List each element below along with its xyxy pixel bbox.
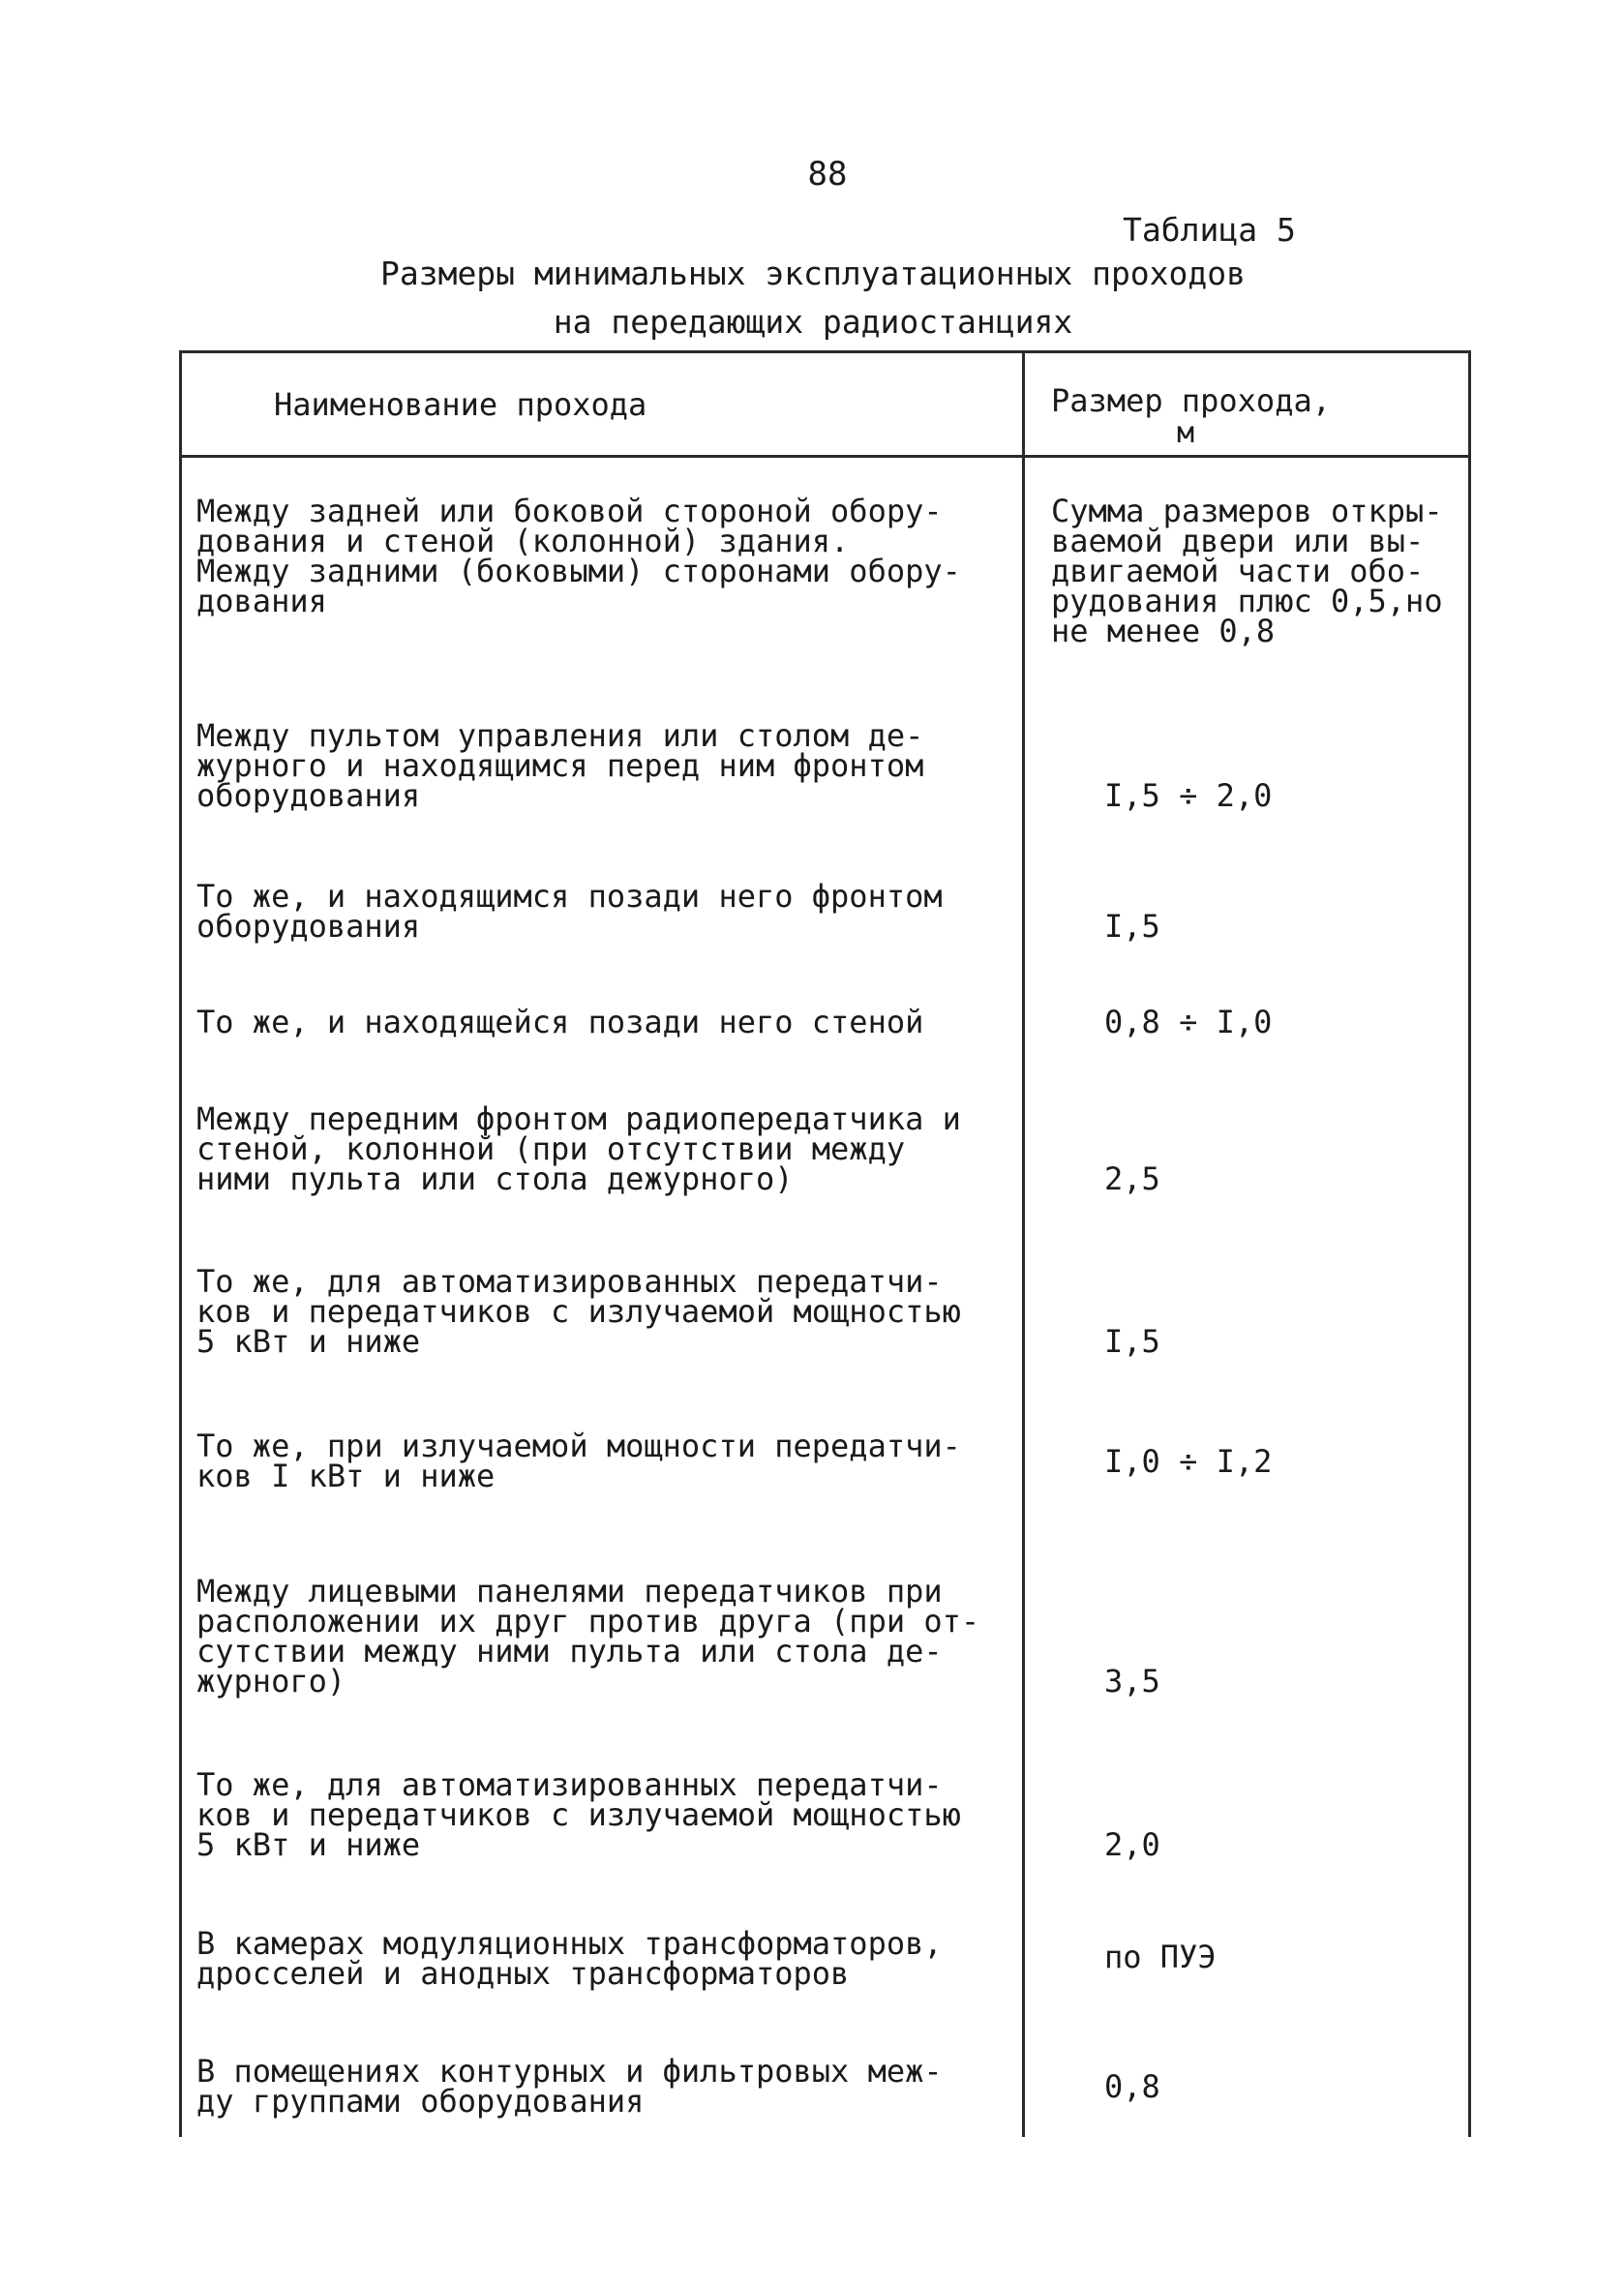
column-divider bbox=[1022, 353, 1025, 2137]
passage-name: То же, для автоматизированных передатчи- ков и передатчиков с излучаемой мощностью 5 кВт и ниже bbox=[196, 1766, 961, 1863]
passage-size: 2,0 bbox=[1104, 1826, 1160, 1863]
passages-table bbox=[179, 350, 1471, 2137]
passage-name: Между лицевыми панелями передатчиков при расположении их друг против друга (при от- сутствии между ними пульта или стола де- журного) bbox=[196, 1573, 980, 1700]
passage-size: I,0 ÷ I,2 bbox=[1104, 1443, 1273, 1480]
passage-name: Между пультом управления или столом де- журного и находящимся перед ним фронтом оборудования bbox=[196, 717, 924, 814]
passage-name: В помещениях контурных и фильтровых меж- ду группами оборудования bbox=[196, 2053, 943, 2120]
passage-name: В камерах модуляционных трансформаторов, дросселей и анодных трансформаторов bbox=[196, 1925, 943, 1992]
passage-name: То же, и находящимся позади него фронтом оборудования bbox=[196, 878, 943, 945]
passage-size: 0,8 bbox=[1104, 2068, 1160, 2105]
passage-name: То же, и находящейся позади него стеной bbox=[196, 1004, 924, 1040]
passage-size: I,5 bbox=[1104, 908, 1160, 945]
passage-name: Между передним фронтом радиопередатчика и стеной, колонной (при отсутствии между ними пульта или стола дежурного) bbox=[196, 1100, 961, 1197]
passage-size: 2,5 bbox=[1104, 1160, 1160, 1197]
passage-size: по ПУЭ bbox=[1104, 1939, 1217, 1975]
passage-size: Сумма размеров откры- ваемой двери или вы- двигаемой части обо- рудования плюс 0,5,но не менее 0,8 bbox=[1051, 493, 1443, 649]
header-size bbox=[1051, 384, 1438, 450]
page-number: 88 bbox=[807, 155, 848, 194]
passage-size: 0,8 ÷ I,0 bbox=[1104, 1004, 1273, 1040]
passage-size: 3,5 bbox=[1104, 1663, 1160, 1700]
table-label: Таблица 5 bbox=[1123, 211, 1296, 249]
passage-size: I,5 ÷ 2,0 bbox=[1104, 777, 1273, 814]
header-size-label: Размер прохода, bbox=[1051, 382, 1331, 419]
header-rule bbox=[182, 455, 1468, 458]
passage-name: То же, для автоматизированных передатчи- ков и передатчиков с излучаемой мощностью 5 кВт и ниже bbox=[196, 1263, 961, 1360]
header-unit: м bbox=[1177, 416, 1195, 450]
passage-name: Между задней или боковой стороной обору- дования и стеной (колонной) здания. Между задними (боковыми) сторонами обору- дования bbox=[196, 493, 961, 619]
passage-size: I,5 bbox=[1104, 1323, 1160, 1360]
header-name: Наименование прохода bbox=[274, 386, 647, 423]
table-title: Размеры минимальных эксплуатационных проходов на передающих радиостанциях bbox=[379, 255, 1247, 341]
passage-name: То же, при излучаемой мощности передатчи- ков I кВт и ниже bbox=[196, 1428, 961, 1494]
